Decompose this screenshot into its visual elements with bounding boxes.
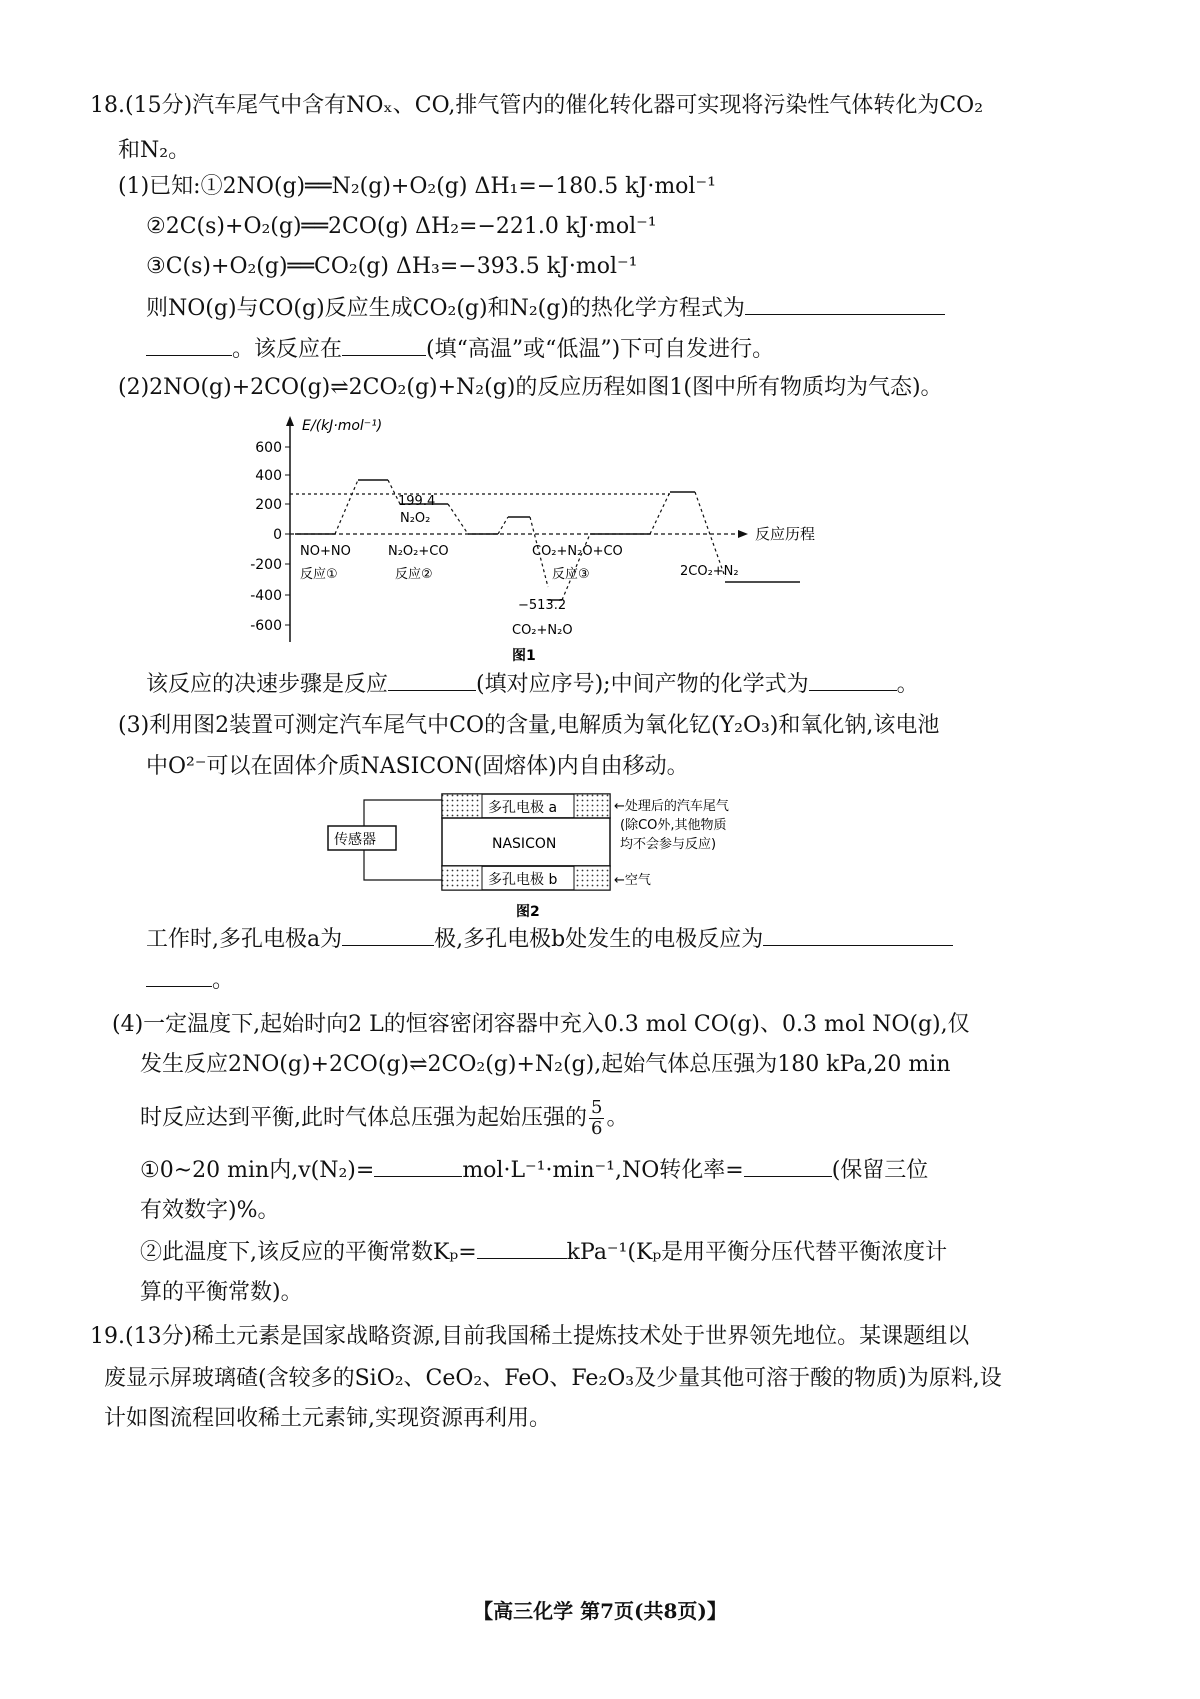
q18-part4-q1-text-b: mol·L⁻¹·min⁻¹,NO转化率= — [462, 1158, 744, 1183]
fig1-label-r1: 反应① — [300, 567, 338, 582]
fig2-wire-bottom — [364, 850, 442, 880]
fig1-label-199: 199.4 — [398, 494, 436, 509]
q18-part1-eq3: ③C(s)+O₂(g)══CO₂(g) ΔH₃=−393.5 kJ·mol⁻¹ — [146, 254, 638, 279]
fig1-label-2co2n2: 2CO₂+N₂ — [680, 564, 739, 579]
fig1-ytick-400: 400 — [255, 468, 282, 484]
answer-blank-thermo-eq[interactable] — [745, 294, 945, 315]
fig2-electrode-a-porous-left — [442, 794, 482, 818]
q18-part3-q-text-b: 极,多孔电极b处发生的电极反应为 — [434, 927, 764, 952]
q18-part2-question — [146, 670, 919, 700]
answer-blank-electrode-reaction-cont[interactable] — [146, 966, 212, 987]
fig1-path-ts2-up — [498, 517, 508, 534]
fig1-x-axis-arrow — [738, 530, 748, 538]
fig1-ytick-neg600: -600 — [250, 618, 282, 634]
fig2-electrode-b-porous-left — [442, 866, 482, 890]
q18-part3-q-text-c: 。 — [212, 968, 235, 993]
q18-part4-question2 — [140, 1238, 947, 1268]
q18-part3-question-cont — [146, 966, 234, 996]
fig1-ytick-neg400: -400 — [250, 588, 282, 604]
fig1-caption: 图1 — [512, 648, 536, 664]
fig1-label-n2o2co: N₂O₂+CO — [388, 544, 449, 559]
q18-part4-question1 — [140, 1156, 928, 1186]
fig1-x-label: 反应历程 — [755, 525, 816, 543]
fig1-ytick-0: 0 — [273, 527, 282, 543]
answer-blank-no-conversion[interactable] — [744, 1156, 832, 1177]
q18-part4-q2-text-a: ②此温度下,该反应的平衡常数Kₚ= — [140, 1240, 477, 1265]
q18-part4-q1-text-d: 有效数字)%。 — [140, 1198, 280, 1223]
q18-part2-q-text-b: (填对应序号);中间产物的化学式为 — [476, 672, 809, 697]
fig1-label-co2n2o: CO₂+N₂O — [512, 623, 573, 638]
q18-part1-eq2: ②2C(s)+O₂(g)══2CO(g) ΔH₂=−221.0 kJ·mol⁻¹ — [146, 214, 657, 239]
fig1-ytick-neg200: -200 — [250, 557, 282, 573]
figure2-sensor-device — [320, 788, 840, 928]
fig1-ytick-600: 600 — [255, 440, 282, 456]
q18-part3-text2: 中O²⁻可以在固体介质NASICON(固熔体)内自由移动。 — [146, 754, 689, 779]
q19-line2: 废显示屏玻璃碴(含较多的SiO₂、CeO₂、FeO、Fe₂O₃及少量其他可溶于酸的物质)为原料,设 — [104, 1366, 1002, 1391]
q18-intro-line2: 和N₂。 — [118, 138, 191, 163]
fig1-y-axis-arrow — [286, 416, 294, 426]
q18-part4-text1: (4)一定温度下,起始时向2 L的恒容密闭容器中充入0.3 mol CO(g)、0.3 mol NO(g),仅 — [112, 1012, 970, 1037]
q18-part1-question1 — [146, 294, 945, 324]
answer-blank-thermo-eq-cont[interactable] — [146, 335, 232, 356]
q18-part1-q2-text-a: 。该反应在 — [232, 337, 343, 362]
q18-part3-text1: (3)利用图2装置可测定汽车尾气中CO的含量,电解质为氧化钇(Y₂O₃)和氧化钠,该电池 — [118, 713, 940, 738]
fig1-path-ts1-up — [335, 480, 358, 534]
q18-part1-eq1: (1)已知:①2NO(g)══N₂(g)+O₂(g) ΔH₁=−180.5 kJ·mol⁻¹ — [118, 174, 716, 199]
fig2-electrode-b-label: 多孔电极 b — [488, 872, 558, 888]
answer-blank-rate-step[interactable] — [388, 670, 476, 691]
q18-part1-q2-text-b: (填“高温”或“低温”)下可自发进行。 — [426, 337, 775, 362]
fraction-numerator: 5 — [591, 1097, 603, 1118]
q18-part2-q-text-a: 该反应的决速步骤是反应 — [146, 672, 389, 697]
answer-blank-rate-n2[interactable] — [374, 1156, 462, 1177]
fig1-ytick-200: 200 — [255, 497, 282, 513]
page-footer: 【高三化学 第7页(共8页)】 — [473, 1599, 727, 1623]
q18-part4-q2-text-c: 算的平衡常数)。 — [140, 1280, 303, 1305]
fig1-path-down1 — [448, 504, 468, 534]
q18-part3-question — [146, 925, 953, 955]
fig2-sensor-label: 传感器 — [334, 832, 376, 848]
fig2-electrode-a-porous-right — [574, 794, 610, 818]
answer-blank-electrode-type[interactable] — [342, 925, 434, 946]
q18-part4-text3 — [140, 1098, 628, 1139]
answer-blank-intermediate[interactable] — [809, 670, 897, 691]
q18-part4-q2-text-b: kPa⁻¹(Kₚ是用平衡分压代替平衡浓度计 — [566, 1240, 948, 1265]
answer-blank-temperature[interactable] — [342, 335, 426, 356]
fig1-label-n2o2: N₂O₂ — [400, 511, 431, 526]
fig1-label-r2: 反应② — [395, 567, 433, 582]
q18-part4-text3-end: 。 — [606, 1105, 629, 1131]
q18-part2-text: (2)2NO(g)+2CO(g)⇌2CO₂(g)+N₂(g)的反应历程如图1(图中所有物质均为气态)。 — [118, 375, 943, 400]
fig2-right-label4: ←空气 — [614, 873, 651, 888]
q19-line3: 计如图流程回收稀土元素铈,实现资源再利用。 — [104, 1406, 551, 1431]
q18-part4-q1-text-c: (保留三位 — [831, 1158, 929, 1183]
q18-part1-question2 — [146, 335, 774, 365]
answer-blank-electrode-reaction[interactable] — [763, 925, 953, 946]
fraction-denominator: 6 — [591, 1118, 603, 1139]
fig2-electrode-a-label: 多孔电极 a — [488, 800, 558, 816]
fig1-label-r3: 反应③ — [552, 567, 590, 582]
fig2-electrode-b-porous-right — [574, 866, 610, 890]
fig2-right-label2: (除CO外,其他物质 — [620, 818, 727, 833]
q18-part2-q-text-c: 。 — [896, 672, 919, 697]
q18-part1-q1-text: 则NO(g)与CO(g)反应生成CO₂(g)和N₂(g)的热化学方程式为 — [146, 296, 745, 321]
answer-blank-kp[interactable] — [477, 1238, 567, 1259]
fig2-right-label3: 均不会参与反应) — [620, 837, 717, 852]
fig2-right-label1: ←处理后的汽车尾气 — [614, 799, 729, 814]
figure1-energy-diagram — [250, 412, 850, 672]
q18-part4-text3-main: 时反应达到平衡,此时气体总压强为起始压强的 — [140, 1105, 587, 1131]
fig1-y-label: E/(kJ·mol⁻¹) — [302, 418, 383, 434]
fig1-label-co2n2oco: CO₂+N₂O+CO — [532, 544, 623, 559]
fig2-nasicon-label: NASICON — [492, 836, 557, 852]
q18-part4-text2: 发生反应2NO(g)+2CO(g)⇌2CO₂(g)+N₂(g),起始气体总压强为180 kPa,20 min — [140, 1052, 951, 1077]
fig1-path-ts3-up — [650, 492, 670, 534]
q18-part4-q1-text-a: ①0~20 min内,v(N₂)= — [140, 1158, 375, 1183]
fig2-wire-top — [364, 800, 442, 826]
q19-line1: 19.(13分)稀土元素是国家战略资源,目前我国稀土提炼技术处于世界领先地位。某课题组以 — [90, 1324, 970, 1349]
fig1-label-no-no: NO+NO — [300, 544, 351, 559]
fraction-5-6 — [589, 1098, 604, 1139]
fig1-label-neg513: −513.2 — [518, 598, 567, 613]
q18-part3-q-text-a: 工作时,多孔电极a为 — [146, 927, 343, 952]
q18-intro-line1: 18.(15分)汽车尾气中含有NOₓ、CO,排气管内的催化转化器可实现将污染性气体转化为CO₂ — [90, 93, 984, 118]
fig2-caption: 图2 — [516, 904, 540, 920]
